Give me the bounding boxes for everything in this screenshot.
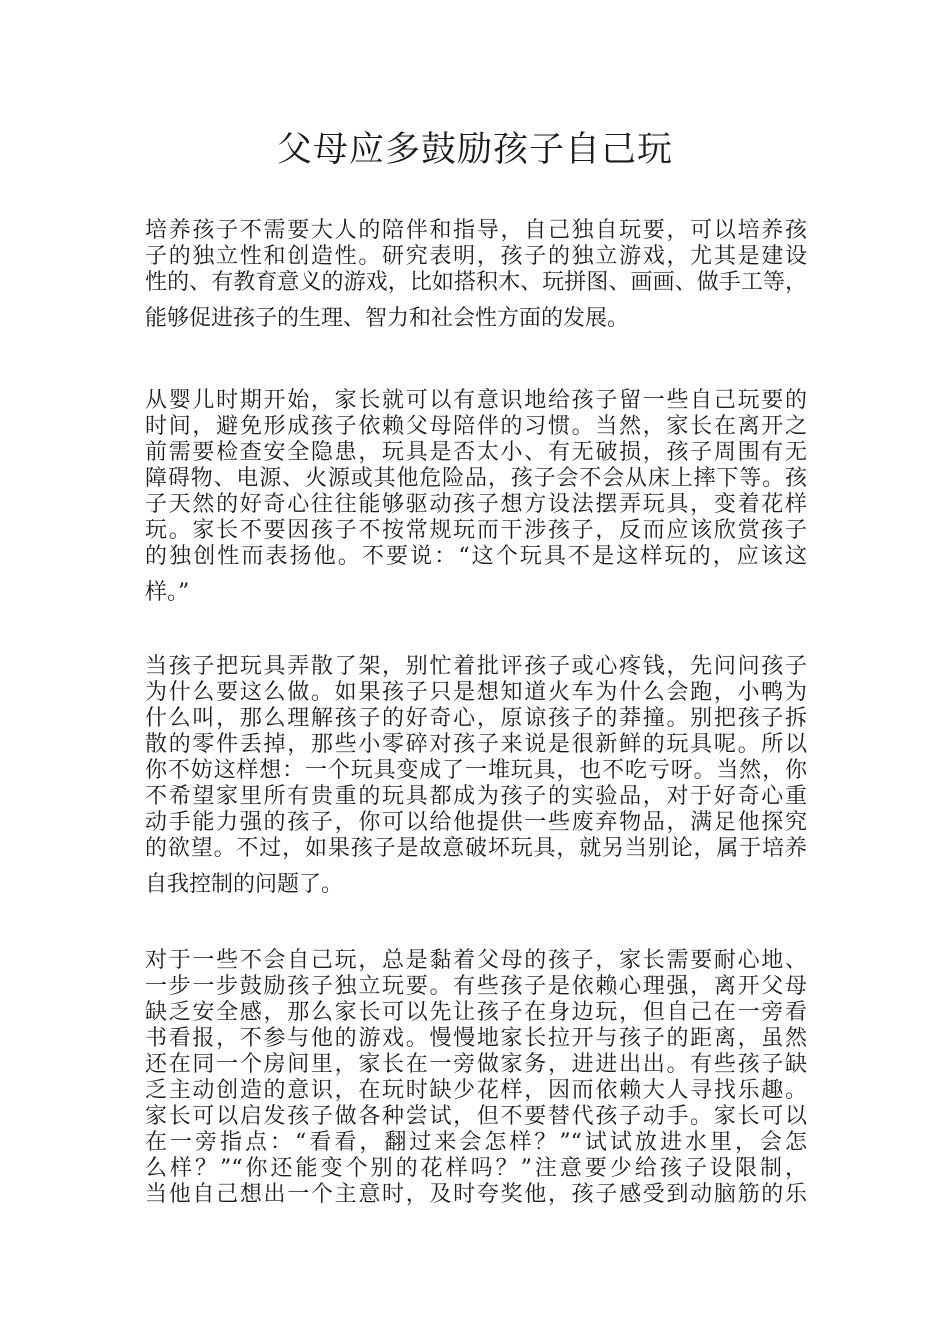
paragraph-line: 散的零件丢掉，那些小零碎对孩子来说是很新鲜的玩具呢。所以 xyxy=(145,732,807,757)
paragraph-line: 不希望家里所有贵重的玩具都成为孩子的实验品，对于好奇心重 xyxy=(145,784,807,809)
paragraph-line: 乏主动创造的意识，在玩时缺少花样，因而依赖大人寻找乐趣。 xyxy=(145,1078,807,1103)
paragraph-line: 当他自己想出一个主意时，及时夸奖他，孩子感受到动脑筋的乐 xyxy=(145,1182,807,1207)
paragraph-line: 对于一些不会自己玩，总是黏着父母的孩子，家长需要耐心地、 xyxy=(145,948,807,973)
paragraph-4 xyxy=(145,948,807,1208)
paragraph-line: 培养孩子不需要大人的陪伴和指导，自己独自玩要，可以培养孩 xyxy=(145,218,807,243)
paragraph-line: 时间，避免形成孩子依赖父母陪伴的习惯。当然，家长在离开之 xyxy=(145,414,807,439)
paragraph-line: 玩。家长不要因孩子不按常规玩而干涉孩子，反而应该欣赏孩子 xyxy=(145,518,807,543)
paragraph-line: 为什么要这么做。如果孩子只是想知道火车为什么会跑，小鸭为 xyxy=(145,680,807,705)
paragraph-line: 什么叫，那么理解孩子的好奇心，原谅孩子的莽撞。别把孩子拆 xyxy=(145,706,807,731)
paragraph-line: 从婴儿时期开始，家长就可以有意识地给孩子留一些自己玩要的 xyxy=(145,388,807,413)
paragraph-line: 自我控制的问题了。 xyxy=(145,872,344,897)
paragraph-line: 一步一步鼓励孩子独立玩要。有些孩子是依赖心理强，离开父母 xyxy=(145,974,807,999)
paragraph-line: 障碍物、电源、火源或其他危险品，孩子会不会从床上摔下等。孩 xyxy=(145,466,807,491)
paragraph-line: 性的、有教育意义的游戏，比如搭积木、玩拼图、画画、做手工等， xyxy=(145,270,807,295)
paragraph-line: 子天然的好奇心往往能够驱动孩子想方设法摆弄玩具，变着花样 xyxy=(145,492,807,517)
paragraph-line: 的欲望。不过，如果孩子是故意破坏玩具，就另当别论，属于培养 xyxy=(145,836,807,861)
paragraph-line: 当孩子把玩具弄散了架，别忙着批评孩子或心疼钱，先问问孩子 xyxy=(145,654,807,679)
paragraph-line: 样。” xyxy=(145,580,190,605)
paragraph-line: 书看报，不参与他的游戏。慢慢地家长拉开与孩子的距离，虽然 xyxy=(145,1026,807,1051)
paragraph-line: 的独创性而表扬他。不要说：“这个玩具不是这样玩的，应该这 xyxy=(145,544,807,569)
paragraph-line: 家长可以启发孩子做各种尝试，但不要替代孩子动手。家长可以 xyxy=(145,1104,807,1129)
paragraph-line: 么样？”“你还能变个别的花样吗？”注意要少给孩子设限制， xyxy=(145,1156,807,1181)
paragraph-line: 在一旁指点：“看看，翻过来会怎样？”“试试放进水里，会怎 xyxy=(145,1130,807,1155)
paragraph-line: 还在同一个房间里，家长在一旁做家务，进进出出。有些孩子缺 xyxy=(145,1052,807,1077)
document-title: 父母应多鼓励孩子自己玩 xyxy=(276,130,673,170)
paragraph-line: 子的独立性和创造性。研究表明，孩子的独立游戏，尤其是建设 xyxy=(145,244,807,269)
paragraph-line: 前需要检查安全隐患，玩具是否太小、有无破损，孩子周围有无 xyxy=(145,440,807,465)
paragraph-line: 能够促进孩子的生理、智力和社会性方面的发展。 xyxy=(145,306,630,331)
paragraph-line: 动手能力强的孩子，你可以给他提供一些废弃物品，满足他探究 xyxy=(145,810,807,835)
paragraph-3 xyxy=(145,654,807,898)
paragraph-line: 缺乏安全感，那么家长可以先让孩子在身边玩，但自己在一旁看 xyxy=(145,1000,807,1025)
paragraph-line: 你不妨这样想：一个玩具变成了一堆玩具，也不吃亏呀。当然，你 xyxy=(145,758,807,783)
paragraph-1 xyxy=(145,218,807,332)
paragraph-2 xyxy=(145,388,807,606)
